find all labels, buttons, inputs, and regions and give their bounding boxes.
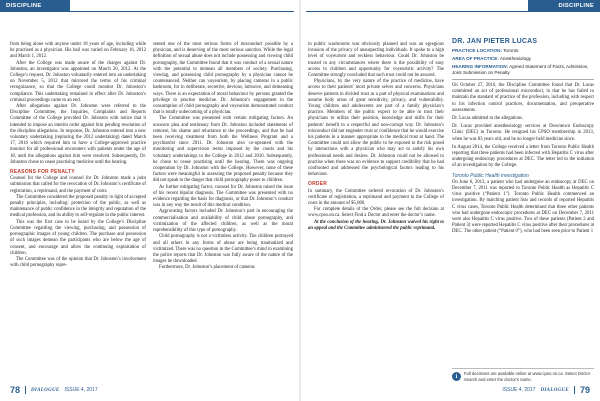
paragraph: sented one of the most serious forms of misconduct possible by a physician, and is deserving of the most serious sanction. While the legal definition of sexual abuse does not include possessing and viewing child pornography, the Committee found that it was conduct of a sexual nature with the potential to demean all members of society. Purchasing, viewing, and possessing child pornography by a physician cannot be countenanced. Neither can voyeurism, by placing cameras in a public bathroom, for in deliberate, secretive, devious, intrusive, and demeaning ways. There is an expectation of moral behaviour by persons granted the privilege to practise medicine. Dr. Johnston’s engagement in the consumption of child pornography and voyeurism demonstrated conduct that is totally unbecoming of a physician. bbox=[153, 42, 293, 116]
paragraph: in public washrooms was obviously planned and was an egregious invasion of the privacy of unsuspecting individuals. It spoke to a high level of voyeurism and reckless behaviour. Could Dr. Johnston be trusted in any circumstances where there is the possibility of easy access to children and opportunity for voyeuristic activity? The Committee strongly concluded that such trust could not be assured. bbox=[308, 42, 444, 79]
page-number: 78 bbox=[10, 385, 21, 395]
paragraph: In August 2014, the College received a letter from Toronto Public Health reporting that three patients had been infected with Hepatitis C virus after undergoing endoscopy procedures at DEC. The letter led to the initiation of an investigation by the College. bbox=[452, 144, 594, 169]
sidebar-divider bbox=[452, 79, 594, 80]
page-footer bbox=[502, 385, 590, 395]
field-value: Anesthesiology bbox=[499, 56, 531, 61]
paragraph: Furthermore, Dr. Johnston’s placement of cameras bbox=[159, 265, 255, 271]
issue-label: ISSUE 4, 2017 bbox=[64, 387, 98, 393]
info-icon: i bbox=[452, 372, 461, 381]
header-rule bbox=[306, 11, 528, 12]
area-of-practice-field bbox=[452, 56, 594, 62]
paragraph: This was the first case to be heard by the College’s Discipline Committee regarding the viewing, purchasing, and possession of pornographic images of young children. The purchase and possession of such images demean the participants who are below the age of consent, and encourage and allow the continuing exploitation of children. bbox=[10, 219, 146, 256]
paragraph: Aggravating factors included Dr. Johnston’s part in encouraging the commercialisation and availability of child abuse pornography, and victimization of the affected children, as well as the moral reprehensibility of this type of pornography. bbox=[153, 209, 293, 234]
magazine-name: DIALOGUE bbox=[31, 387, 60, 393]
section-heading: ORDER bbox=[308, 181, 328, 188]
practice-location-field bbox=[452, 48, 594, 54]
paragraph: The Committee was of the opinion that Dr. Johnston’s involvement with child pornography repre- bbox=[10, 256, 146, 269]
paragraph: Dr. Lucas admitted to the allegations. bbox=[452, 116, 524, 122]
right-page bbox=[300, 0, 600, 401]
page-number: 79 bbox=[579, 385, 590, 395]
paragraph: For complete details of the Order, please see the full decision at www.cpso.on.ca. Select Find a Doctor and enter the doctor’s name. bbox=[308, 207, 444, 219]
field-value: Toronto bbox=[503, 48, 519, 53]
paragraph: Dr. Lucas provided anesthesiology services at Downtown Endoscopy Clinic (DEC) in Toronto. He resigned his CPSO membership in 2013, when he was 83 years old, and he no longer held medicine since. bbox=[452, 124, 594, 142]
paragraph: As further mitigating factor, counsel for Dr. Johnston raised the issue of his recent bipolar diagnosis. The Committee was presented with no evidence regarding the basis for diagnosis, or that Dr. Johnston’s conduct was in any way the result of this medical condition. bbox=[153, 184, 293, 209]
left-column-1 bbox=[10, 42, 146, 269]
subheading: Toronto Public Health investigation bbox=[452, 172, 529, 179]
section-header: DISCIPLINE SUMMARIES bbox=[528, 0, 600, 12]
right-column-1 bbox=[308, 42, 444, 232]
left-column-2 bbox=[153, 42, 293, 272]
section-header: DISCIPLINE SUMMARIES bbox=[0, 0, 70, 12]
field-label: AREA OF PRACTICE: bbox=[452, 56, 499, 61]
field-label: PRACTICE LOCATION: bbox=[452, 48, 502, 53]
magazine-name: DIALOGUE bbox=[540, 387, 569, 393]
paragraph: In summary, the Committee ordered revocation of Dr. Johnston’s certificate of registration, a reprimand and payment to the College of costs in the amount of $5,000. bbox=[308, 188, 444, 207]
paragraph: The Committee was presented with certain mitigating factors. An unsworn plea and testimony from Dr. Johnston included statements of remorse, his shame and reluctance to the proceedings, and that he had been receiving treatment from both the Wellness Program and a psychiatrist since 2011. Dr. Johnston also co-operated with the monitoring and supervision terms imposed by the courts and his voluntary undertakings to the College in 2012 and 2016. Subsequently, he chose to cease practising until the hearing. There was ongoing cooperation by Dr. Johnston with the College. However, none of these factors were meaningful in assessing the proposed penalty because they did not speak to the danger that child pornography poses to children. bbox=[153, 116, 293, 184]
closing-note: At the conclusion of the hearing, Dr. Johnston waived his right to an appeal and the Committee administered the public reprimand. bbox=[308, 219, 444, 231]
paragraph: After the College was made aware of the charges against Dr. Johnston, an investigator was appointed on March 20, 2012. At the College’s request, Dr. Johnston voluntarily entered into an undertaking on November 5, 2012 that mirrored the terms of his criminal recognizance, so that the College could monitor Dr. Johnston’s compliance. This undertaking remained in effect after Dr. Johnston’s criminal proceedings came to an end. bbox=[10, 60, 146, 103]
paragraph: Counsel for the College and counsel for Dr. Johnston made a joint submission that called for the revocation of Dr. Johnston’s certificate of registration, a reprimand, and the payment of costs. bbox=[10, 176, 146, 194]
page-footer bbox=[10, 385, 98, 395]
header-rule bbox=[70, 11, 294, 12]
field-value: Agreed Statement of Facts, Admission, Joint Submission on Penalty bbox=[452, 64, 589, 75]
hearing-information-field bbox=[452, 64, 594, 76]
field-label: HEARING INFORMATION: bbox=[452, 64, 509, 69]
paragraph: On October 27, 2016, the Discipline Committee found that Dr. Lucas committed an act of professional misconduct, in that he has failed to maintain the standard of practice of the profession, including with respect to his infection control practices, documentation, and preoperative assessments. bbox=[452, 83, 594, 113]
note-text: Full decisions are available online at www.cpso.on.ca. Select Doctor Search and enter the doctor’s name. bbox=[464, 371, 591, 382]
section-heading: REASONS FOR PENALTY bbox=[10, 169, 75, 176]
case-sidebar bbox=[452, 38, 594, 238]
issue-label: ISSUE 4, 2017 bbox=[502, 387, 536, 393]
sidebar-body bbox=[452, 83, 594, 236]
paragraph bbox=[308, 220, 444, 232]
paragraph: After allegations against Dr. Johnston were referred to the Discipline Committee, the Inquiries, Complaints and Reports Committee of the College provided Dr. Johnston with notice that it intended to impose an interim order against him pending resolution of the discipline allegations. In response, Dr. Johnston entered into a new voluntary undertaking (replacing the 2012 undertaking) dated March 17, 2016 which required him to have a College-approved practice monitor for all professional encounters with patients under the age of 18, until the allegations against him were resolved. Subsequently, Dr. Johnston chose to cease practising medicine until the hearing. bbox=[10, 104, 146, 165]
footer-divider bbox=[25, 386, 26, 394]
paragraph: from being alone with anyone under 18 years of age, including while he practised as a physician. His bail was varied on February 16, 2012 and March 1, 2012. bbox=[10, 42, 146, 60]
physician-name: DR. JAN PIETER LUCAS bbox=[452, 38, 538, 45]
decision-note bbox=[452, 368, 594, 384]
footer-divider bbox=[574, 386, 575, 394]
paragraph: On June 6, 2013, a patient who had undergone an endoscopy at DEC on December 7, 2011 was reported to Toronto Public Health as Hepatitis C virus positive (“Patient 1”). Toronto Public Health commenced an investigation. By matching patient lists and records of reported Hepatitis C virus cases, Toronto Public Health determined that three other patients who had undergone endoscopic procedures at DEC on December 7, 2011 were also Hepatitis C virus positive. Two of these patients (Patient 2 and Patient 3) were reported Hepatitis C virus positive after their procedures at DEC. The other patient (“Patient 0”), who had been seen prior to Patient 1 bbox=[452, 179, 594, 235]
paragraph: Physicians, by the very nature of the practice of medicine, have access to their patients’ most private selves and concerns. Physicians deserve patients in divided trust as a part of physical examinations and assume body areas of great sensitivity, privacy, and vulnerability. Young children and adolescents are part of a family physician’s practice. Members of the public expect to be able to trust their physicians to utilize their position, knowledge and skills for their patients’ benefit to a respectful and non-corrupt way. Dr. Johnston’s misconduct did not engender trust or confidence that he would exercise his patients in a manner appropriate to the medical trust at hand. The Committee could not allow the public to be exposed to the risk posed by interactions with a physician who may act to satisfy his own professional needs and desires. Dr. Johnston could not be allowed to practise when there was no evidence to support credibility that he had confronted and addressed the psychological factors leading to his behaviour. bbox=[308, 79, 444, 178]
paragraph: The Committee considered the proposed penalty in light of accepted penalty principles, including: protection of the public, as well as maintenance of public confidence in the integrity and reputation of the medical profession, and its ability to self-regulate in the public interest. bbox=[10, 194, 146, 219]
paragraph: Child pornography is not a victimless activity. The children portrayed and all others in any forms of abuse are being traumatized and victimized. There was no question in the Committee’s mind in examining the police reports that Dr. Johnston was fully aware of the nature of the images he downloaded. bbox=[153, 234, 293, 265]
